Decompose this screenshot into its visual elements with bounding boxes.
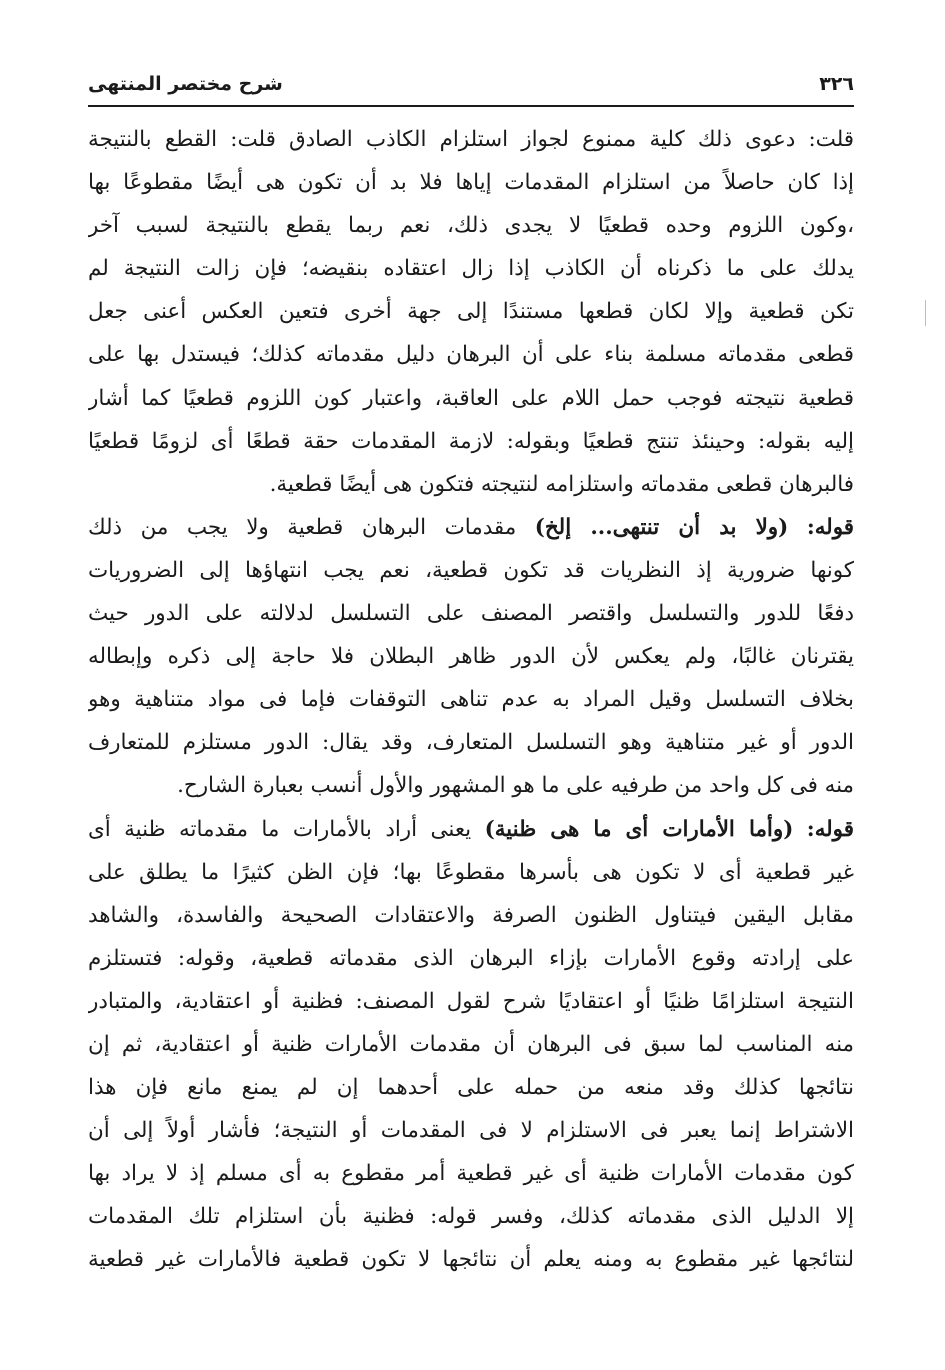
text-line: منه المناسب لما سبق فى البرهان أن مقدمات الأمارات ظنية أو اعتقادية، ثم إن [88,1031,854,1057]
text-line: ،وكون اللزوم وحده قطعيًا لا يجدى ذلك، نعم ربما يقطع بالنتيجة لسبب آخر [88,213,854,239]
text-line: قطعى مقدماته مسلمة بناء على أن البرهان دليل مقدماته كذلك؛ فيستدل بها على [88,342,854,368]
text-line: الاشتراط إنما يعبر فى الاستلزام لا فى المقدمات أو النتيجة؛ فأشار أولاً إلى أن [88,1118,854,1144]
text-line: لنتائجها غير مقطوع به ومنه يعلم أن نتائجها لا تكون قطعية فالأمارات غير قطعية [88,1247,854,1273]
text-line: إليه بقوله: وحينئذ تنتج قطعيًا وبقوله: لازمة المقدمات حقة قطعًا أى لزومًا قطعيًا [88,428,854,454]
lemma-quote: (وأما الأمارات أى ما هى ظنية) [484,816,794,842]
page-header [88,62,854,102]
text-line: النتيجة استلزامًا ظنيًا أو اعتقاديًا شرح لقول المصنف: فظنية أو اعتقادية، والمتبادر [88,988,854,1014]
lemma-label: قوله: [806,816,854,842]
text-line: تكن قطعية وإلا لكان قطعها مستندًا إلى جهة أخرى فتعين العكس أعنى جعل [88,299,854,325]
running-title: شرح مختصر المنتهى [88,73,283,95]
header-rule [88,105,854,107]
lemma-quote: (ولا بد أن تنتهى... إلخ) [534,514,789,540]
text-line: إلا الدليل الذى مقدماته كذلك، وفسر قوله: فظنية بأن استلزام تلك المقدمات [88,1204,854,1230]
text-line: دفعًا للدور والتسلسل واقتصر المصنف على التسلسل لدلالته على الدور حيث [88,601,854,627]
text-line: على إرادته وقوع الأمارات بإزاء البرهان الذى مقدماته قطعية، وقوله: فتستلزم [88,945,854,971]
text-line: غير قطعية أى لا تكون هى بأسرها مقطوعًا بها؛ فإن الظن كثيرًا ما يطلق على [88,859,854,885]
text-segment: مقدمات البرهان قطعية ولا يجب من ذلك [88,514,517,540]
text-line: الدور أو غير متناهية وهو التسلسل المتعارف، وقد يقال: الدور مستلزم للمتعارف [88,730,854,756]
text-line: منه فى كل واحد من طرفيه على ما هو المشهور والأول أنسب بعبارة الشارح. [177,773,854,799]
commentary-first-line [88,808,854,851]
text-line: فالبرهان قطعى مقدماته واستلزامه لنتيجته فتكون هى أيضًا قطعية. [269,471,854,497]
text-line: نتائجها كذلك وقد منعه من حمله على أحدهما إن لم يمنع مانع فإن هذا [88,1075,854,1101]
text-line: كون مقدمات الأمارات ظنية أى غير قطعية أمر مقطوع به أى مسلم إذ لا يراد بها [88,1161,854,1187]
text-line: كونها ضرورية إذ النظريات قد تكون قطعية، نعم يجب انتهاؤها إلى الضروريات [88,557,854,583]
text-line: قطعية نتيجته فوجب حمل اللام على العاقبة، واعتبار كون اللزوم قطعيًا كما أشار [88,385,854,411]
page-number: ٣٢٦ [819,73,854,95]
text-line: قلت: دعوى ذلك كلية ممنوع لجواز استلزام الكاذب الصادق قلت: القطع بالنتيجة [88,127,854,152]
text-segment: يعنى أراد بالأمارات ما مقدماته ظنية أى [88,816,472,842]
text-line: يقترنان غالبًا، ولم يعكس لأن الدور ظاهر البطلان فلا حاجة إلى ذكره وإبطاله [88,644,854,670]
body-text [88,118,854,1338]
text-line: بخلاف التسلسل وقيل المراد به عدم تناهى التوقفات فإما فى مواد متناهية وهو [88,687,854,713]
text-line: يدلك على ما ذكرناه أن الكاذب إذا زال اعتقاده بنقيضه؛ فإن زالت النتيجة لم [88,256,854,282]
lemma-label: قوله: [806,514,854,540]
commentary-first-line [88,506,854,549]
text-line: إذا كان حاصلاً من استلزام المقدمات إياها فلا بد أن تكون هى أيضًا مقطوعًا بها [88,170,854,196]
text-line: مقابل اليقين فيتناول الظنون الصرفة والاعتقادات الصحيحة والفاسدة، والشاهد [88,902,854,928]
scan-edge-mark [925,300,926,326]
